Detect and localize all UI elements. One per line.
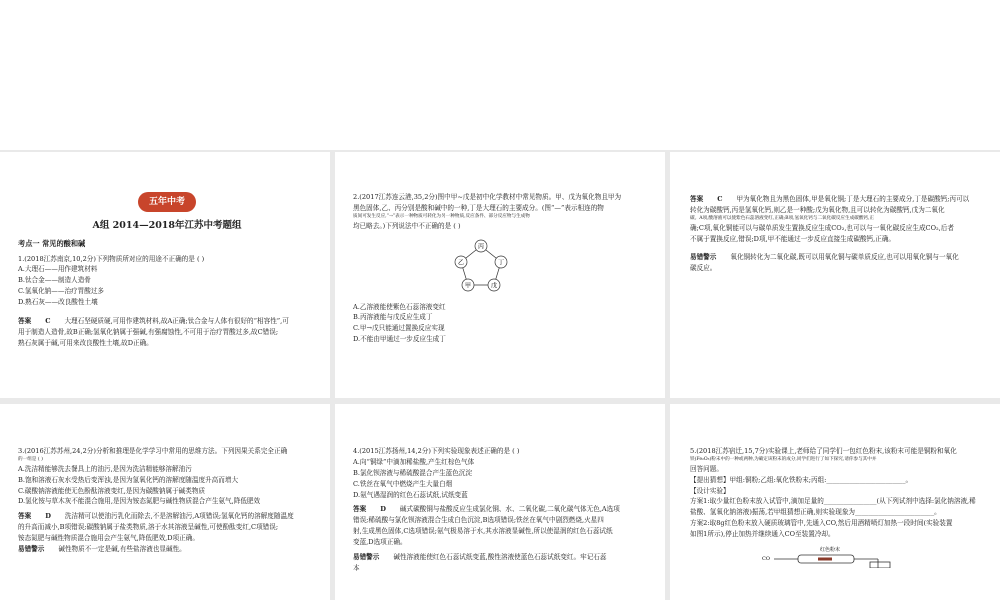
plan-1-line: 方案1:取少量红色粉末放入试管中,滴加足量的________________(从下列试剂中选择:氯化钠溶液,稀 [690, 497, 976, 506]
answer-text-line: 熟石灰属于碱,可用来改良酸性土壤,故D正确。 [18, 338, 153, 347]
slide-5 [335, 404, 665, 600]
question-3-option-a: A.洗洁精能够洗去餐具上的油污,是因为洗洁精能够溶解油污 [18, 464, 192, 473]
answer-letter: C [45, 316, 51, 325]
group-title: A组 2014—2018年江苏中考题组 [92, 220, 242, 231]
question-1-option-c: C.氢氧化钠——治疗胃酸过多 [18, 287, 105, 296]
plan-1-line: 盐酸、氢氧化钠溶液)振荡,若甲组猜想正确,则实验现象为________________________。 [690, 508, 941, 517]
question-5-line: 铁(Fe₂O₃)粉末中的一种或两种,为确定该粉末的成分,同学们进行了如下探究,请你参与其中并 [690, 456, 877, 462]
slide-6 [670, 404, 1000, 600]
co-label: CO [762, 555, 770, 562]
red-powder [818, 557, 832, 560]
reaction-network-figure [448, 238, 514, 294]
figure-node-label: 丁 [497, 259, 505, 267]
answer-text-line: 碱式碳酸铜与盐酸反应生成氯化铜、水、二氧化碳,二氧化碳气体无色,A选项 [399, 505, 620, 514]
answer-text-line: 的升高而减小,B项错误;碳酸钠属于盐类物质,溶于水其溶液呈碱性,可使酚酞变红,C项错误; [18, 523, 279, 532]
tip-text-line: 碱性溶液能使红色石蕊试纸变蓝,酸性溶液使蓝色石蕊试纸变红。牢记石蕊 [393, 552, 607, 561]
answer-text-line: 大理石坚硬质硬,可用作建筑材料,故A正确;钛合金与人体有很好的“相容性”,可 [64, 316, 289, 325]
answer-small-line: 碳。A项,酸溶液可以使紫色石蕊溶液变红,正确;B项,氢氧化钙与二氧化碳反应生成碳酸钙,正 [690, 215, 875, 221]
question-4-answer [353, 504, 651, 515]
question-3-answer [18, 511, 316, 522]
answer-text-line: 甲为氧化物且为黑色固体,甲是氧化铜;丁是大理石的主要成分,丁是碳酸钙;丙可以 [736, 195, 970, 203]
question-1: 1.(2018江苏南京,10,2分)下列物质所对应的用途不正确的是 ( ) [18, 254, 205, 263]
figure-node-label: 乙 [457, 259, 465, 267]
answer-label: 答案 [18, 512, 32, 521]
answer-label: 答案 [18, 316, 32, 325]
answer-text-line: 转化为碳酸钙,丙是氢氧化钙,则乙是一种酸;戊为氧化物,且可以转化为碳酸钙,戊为二氧化 [690, 205, 945, 214]
figure-node-label: 丙 [477, 243, 485, 251]
error-tip [18, 544, 316, 555]
question-1-option-a: A.大理石——用作建筑材料 [18, 265, 98, 274]
question-2-option-b: B.丙溶液能与戊反应生成丁 [353, 313, 433, 322]
plan-2-line: 如图1所示),停止加热并继续通入CO至装置冷却。 [690, 530, 835, 539]
figure-node-label: 戊 [490, 282, 498, 290]
question-4: 4.(2015江苏扬州,14,2分)下列实验现象表述正确的是 ( ) [353, 447, 520, 455]
question-2-line: 2.(2017江苏连云港,35,2分)图中甲~戊是初中化学教材中常见物质。甲、戊为氧化物且甲为 [353, 193, 622, 201]
plan-2-line: 方案2:取8g红色粉末放入硬质玻璃管中,先通入CO,然后用酒精喷灯加热一段时间(实验装置 [690, 519, 953, 528]
page-top-blank [0, 0, 1000, 150]
error-tip [353, 552, 651, 563]
answer-line [690, 194, 986, 205]
answer-text-line: 用于制造人造骨,故B正确;氢氧化钠属于强碱,有强腐蚀性,不可用于治疗胃酸过多,故C错误; [18, 327, 279, 336]
tip-text-line: 碳反应。 [690, 264, 717, 273]
question-2-option-c: C.甲→戊只能通过置换反应实现 [353, 324, 445, 333]
error-tip [690, 252, 986, 263]
answer-label: 答案 [353, 505, 367, 514]
question-3-tail: 的一组是 ( ) [18, 456, 43, 462]
answer-text-line: 错误;稀硫酸与氯化钡溶液混合生成白色沉淀,B选项错误;铁丝在氧气中剧烈燃烧,火星四 [353, 516, 604, 525]
answer-text-line: 不属于置换反应,错误;D项,甲不能通过一步反应直接生成碳酸钙,正确。 [690, 234, 896, 243]
question-2-note: 质间可发生反应,“→”表示一种物质可转化为另一种物质,反应条件、部分反应物与生成物 [353, 213, 530, 219]
answer-text-line: 变蓝,D选项正确。 [353, 538, 407, 546]
slide-3 [670, 152, 1000, 398]
answer-label: 答案 [690, 195, 704, 203]
tip-label: 易错警示 [690, 253, 717, 262]
question-3: 3.(2016江苏苏州,24,2分)分析和推理是化学学习中常用的思维方法。下列因果关系完全正确 [18, 447, 288, 455]
slide-1 [0, 152, 330, 398]
slide-4 [0, 404, 330, 600]
figure-node-label: 甲 [464, 282, 472, 290]
question-3-option-b: B.饱和溶液石灰水受热后变浑浊,是因为氢氧化钙的溶解度随温度升高而增大 [18, 475, 239, 484]
hypothesis-line: 【提出猜想】甲组:铜粉;乙组:氧化铁粉末;丙组:________________________。 [690, 475, 913, 484]
answer-letter: D [380, 505, 386, 514]
question-2-line: 黑色固体,乙、丙分别是酸和碱中的一种,丁是大理石的主要成分。(图“—”表示相连的物 [353, 203, 604, 212]
tip-label: 易错警示 [353, 552, 380, 561]
answer-letter: D [45, 512, 51, 521]
slide-2 [335, 152, 665, 398]
answer-letter: C [717, 195, 723, 203]
collecting-vessel [870, 562, 890, 568]
question-4-option-b: B.氯化钡溶液与稀硫酸混合产生蓝色沉淀 [353, 468, 473, 477]
answer-text-line: 确;C项,氧化铜能可以与碳单质发生置换反应生成CO₂,也可以与一氧化碳反应生成CO₂,后者 [690, 223, 954, 232]
question-2-line: 均已略去。)下列说法中不正确的是 ( ) [353, 221, 461, 230]
question-1-answer [18, 316, 316, 327]
question-2-option-d: D.不能由甲通过一步反应生成丁 [353, 335, 446, 344]
question-3-option-c: C.碳酸钠溶液能使无色酚酞溶液变红,是因为碳酸钠属于碱类物质 [18, 486, 206, 495]
red-powder-label: 红色粉末 [820, 546, 841, 553]
question-2-option-a: A.乙溶液能使紫色石蕊溶液变红 [353, 302, 446, 311]
tip-label: 易错警示 [18, 544, 45, 553]
tip-text-line: 本 [353, 563, 360, 572]
answer-text-line: 铵态氮肥与碱性物质混合施用会产生氨气,降低肥效,D项正确。 [18, 534, 199, 543]
answer-text-line: 射,生成黑色固体,C选项错误;氨气极易溶于水,其水溶液显碱性,所以使湿润的红色石蕊试纸 [353, 527, 613, 536]
tip-text: 碱性物质不一定是碱,有些盐溶液也显碱性。 [58, 544, 186, 553]
five-year-exam-badge: 五年中考 [138, 192, 196, 212]
question-4-option-c: C.铁丝在氧气中燃烧产生大量白烟 [353, 479, 453, 488]
question-1-option-d: D.熟石灰——改良酸性土壤 [18, 298, 98, 307]
question-5: 5.(2018江苏宿迁,15,7分)实验课上,老师给了同学们一包红色粉末,该粉末可能是铜粉和氧化 [690, 447, 957, 455]
point-title: 考点一 常见的酸和碱 [18, 238, 86, 248]
question-3-option-d: D.氢化铵与草木灰不能混合施用,是因为铵态氮肥与碱性物质混合产生氨气,降低肥效 [18, 497, 261, 506]
tip-text-line: 氧化铜转化为二氧化碳,既可以用氧化铜与碳单质反应,也可以用氧化铜与一氧化 [730, 253, 959, 262]
design-heading: 【设计实验】 [690, 486, 730, 495]
apparatus-figure [760, 542, 900, 568]
question-5-line: 回答问题。 [690, 464, 723, 473]
answer-text-line: 洗洁精可以使油污乳化而除去,不是溶解油污,A项错误;氢氧化钙的溶解度随温度 [64, 512, 294, 521]
question-4-option-a: A.向“铜绿”中滴加稀盐酸,产生红棕色气体 [353, 457, 475, 466]
question-4-option-d: D.氨气遇湿润的红色石蕊试纸,试纸变蓝 [353, 490, 468, 499]
question-1-option-b: B.钛合金——制造人造骨 [18, 276, 91, 285]
